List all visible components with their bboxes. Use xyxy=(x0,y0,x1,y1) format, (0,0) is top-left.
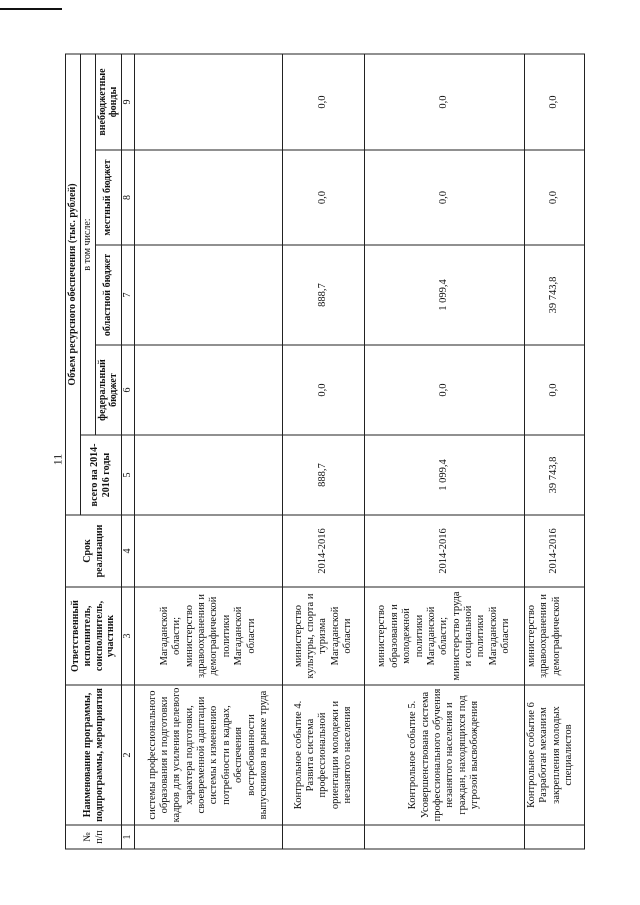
column-number: 1 xyxy=(122,825,135,849)
column-numbers-row xyxy=(122,54,135,849)
row-total xyxy=(134,435,282,515)
row-federal: 0,0 xyxy=(524,345,584,435)
row-no xyxy=(524,825,584,849)
header-resources: Объем ресурсного обеспечения (тыс. рублей) xyxy=(66,54,81,515)
header-federal: федеральный бюджет xyxy=(95,345,122,435)
rotated-table-wrapper xyxy=(65,55,575,850)
table-row xyxy=(134,54,282,849)
row-executor: министерство культуры, спорта и туризма Магаданской области xyxy=(282,587,364,685)
header-total: всего на 2014-2016 годы xyxy=(80,435,121,515)
row-name: системы профессионального образования и подготовки кадров для усиления целевого характера подготовки, своевременной адаптации системы к изменению потребности в кадрах, обеспечения востребованности выпускников на рынке труда xyxy=(134,685,282,825)
column-number: 5 xyxy=(122,435,135,515)
column-number: 6 xyxy=(122,345,135,435)
column-number: 4 xyxy=(122,515,135,587)
row-local: 0,0 xyxy=(524,150,584,245)
header-no: № п/п xyxy=(66,825,122,849)
top-rule xyxy=(0,8,62,10)
row-extra: 0,0 xyxy=(524,54,584,150)
row-total: 1 099,4 xyxy=(364,435,524,515)
row-no xyxy=(364,825,524,849)
row-no xyxy=(134,825,282,849)
row-federal: 0,0 xyxy=(282,345,364,435)
header-executor: Ответственный исполнитель, соисполнитель, участник xyxy=(66,587,122,685)
table-row xyxy=(364,54,524,849)
row-name: Контрольное событие 6 Разработан механизм закрепления молодых специалистов xyxy=(524,685,584,825)
row-regional: 1 099,4 xyxy=(364,245,524,345)
row-extra: 0,0 xyxy=(364,54,524,150)
column-number: 7 xyxy=(122,245,135,345)
header-name: Наименование программы, подпрограммы, мероприятия xyxy=(66,685,122,825)
row-executor: министерство здравоохранения и демографической xyxy=(524,587,584,685)
row-name: Контрольное событие 5. Усовершенствована система профессионального обучения незанятого населения и граждан, находящихся под угрозой высвобождения xyxy=(364,685,524,825)
row-period: 2014-2016 xyxy=(282,515,364,587)
row-total: 39 743,8 xyxy=(524,435,584,515)
resource-table xyxy=(65,54,585,850)
header-row-1 xyxy=(66,54,81,849)
row-local: 0,0 xyxy=(282,150,364,245)
column-number: 3 xyxy=(122,587,135,685)
header-period: Срок реализации xyxy=(66,515,122,587)
row-period: 2014-2016 xyxy=(364,515,524,587)
row-no xyxy=(282,825,364,849)
row-extra: 0,0 xyxy=(282,54,364,150)
header-subgroup: в том числе: xyxy=(80,54,95,435)
row-period: 2014-2016 xyxy=(524,515,584,587)
row-federal: 0,0 xyxy=(364,345,524,435)
column-number: 8 xyxy=(122,150,135,245)
row-regional: 888,7 xyxy=(282,245,364,345)
row-name: Контрольное событие 4. Развита система профессиональной ориентации молодежи и незанятого населения xyxy=(282,685,364,825)
column-number: 2 xyxy=(122,685,135,825)
table-row xyxy=(524,54,584,849)
row-period xyxy=(134,515,282,587)
row-federal xyxy=(134,345,282,435)
table-row xyxy=(282,54,364,849)
row-local xyxy=(134,150,282,245)
column-number: 9 xyxy=(122,54,135,150)
row-executor: Магаданской области; министерство здравоохранения и демографической политики Магаданской области xyxy=(134,587,282,685)
header-regional: областной бюджет xyxy=(95,245,122,345)
row-extra xyxy=(134,54,282,150)
row-executor: министерство образования и молодежной политики Магаданской области; министерство труда и социальной политики Магаданской области xyxy=(364,587,524,685)
row-total: 888,7 xyxy=(282,435,364,515)
header-extra: внебюджетные фонды xyxy=(95,54,122,150)
row-regional xyxy=(134,245,282,345)
row-local: 0,0 xyxy=(364,150,524,245)
header-local: местный бюджет xyxy=(95,150,122,245)
row-regional: 39 743,8 xyxy=(524,245,584,345)
page-number: 11 xyxy=(50,453,65,466)
